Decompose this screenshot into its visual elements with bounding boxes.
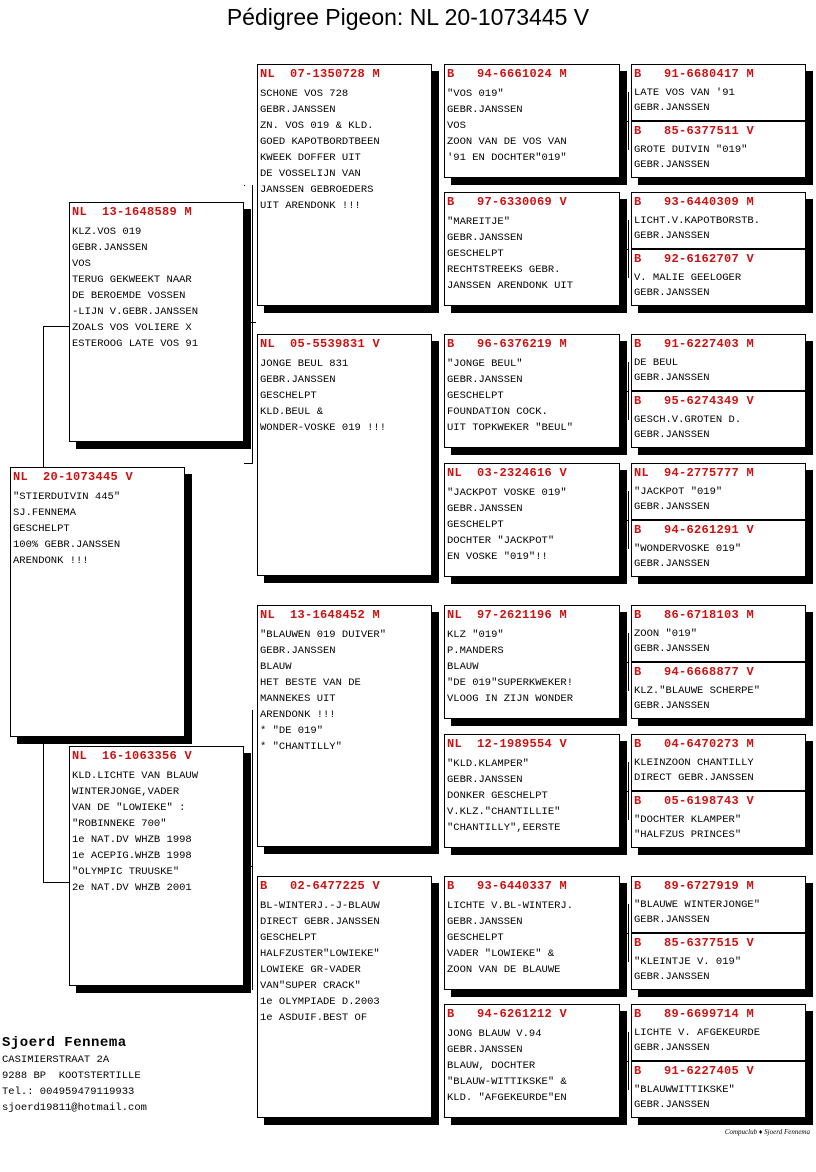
owner-postal-city: 9288 BP KOOTSTERTILLE — [2, 1070, 141, 1082]
description-line: LICHTE V.BL-WINTERJ. — [447, 900, 574, 912]
description-line: "BLAUWEN 019 DUIVER" — [260, 629, 387, 641]
pigeon-description — [634, 1083, 805, 1112]
ring-number: B 96-6376219 M — [447, 337, 568, 351]
owner-phone: Tel.: 004959479119933 — [2, 1086, 135, 1098]
description-line: DIRECT GEBR.JANSSEN — [260, 916, 380, 928]
description-line: BLAUW, DOCHTER — [447, 1060, 536, 1072]
description-line: KWEEK DOFFER UIT — [260, 152, 361, 164]
connector-line — [252, 185, 253, 463]
ring-number: B 95-6274349 V — [634, 394, 755, 408]
description-line: KLZ.VOS 019 — [72, 226, 142, 238]
description-line: "OLYMPIC TRUUSKE" — [72, 866, 180, 878]
pigeon-card-great-great-grandparent[interactable] — [631, 249, 806, 306]
description-line: "BLAUW-WITTIKSKE" & — [447, 1076, 567, 1088]
description-line: GEBR.JANSSEN — [634, 500, 710, 513]
connector-line — [43, 737, 44, 882]
connector-line — [620, 791, 629, 792]
pigeon-description — [634, 684, 805, 713]
description-line: JANSSEN GEBROEDERS — [260, 184, 374, 196]
description-line: GESCHELPT — [13, 523, 70, 535]
description-line: GROTE DUIVIN "019" — [634, 144, 748, 156]
description-line: VAN"SUPER CRACK" — [260, 980, 361, 992]
pigeon-card-parent[interactable] — [69, 202, 244, 442]
pigeon-card-great-great-grandparent[interactable] — [631, 334, 806, 391]
description-line: WONDER-VOSKE 019 !!! — [260, 422, 387, 434]
description-line: LATE VOS VAN '91 — [634, 87, 735, 99]
description-line: VOS — [447, 120, 466, 132]
description-line: ESTEROOG LATE VOS 91 — [72, 338, 199, 350]
description-line: RECHTSTREEKS GEBR. — [447, 264, 561, 276]
description-line: EN VOSKE "019"!! — [447, 551, 548, 563]
description-line: GEBR.JANSSEN — [634, 158, 710, 171]
connector-line — [244, 322, 256, 323]
pigeon-card-grandparent[interactable] — [257, 64, 432, 306]
description-line: "DOCHTER KLAMPER" — [634, 814, 742, 826]
description-line: ZOON "019" — [634, 628, 698, 640]
pigeon-card-great-grandparent[interactable] — [444, 463, 620, 577]
description-line: KLD. "AFGEKEURDE"EN — [447, 1092, 567, 1104]
description-line: GEBR.JANSSEN — [634, 1098, 710, 1111]
description-line: GESCHELPT — [447, 932, 504, 944]
description-line: ZOALS VOS VOLIERE X — [72, 322, 192, 334]
description-line: DIRECT GEBR.JANSSEN — [634, 771, 754, 784]
description-line: GEBR.JANSSEN — [634, 371, 710, 384]
ring-number: B 05-6198743 V — [634, 794, 755, 808]
ring-number: B 89-6727919 M — [634, 879, 755, 893]
connector-line — [438, 984, 439, 1122]
description-line: "DE 019"SUPERKWEKER! — [447, 677, 574, 689]
description-line: JONG BLAUW V.94 — [447, 1028, 542, 1040]
description-line: GEBR.JANSSEN — [447, 916, 523, 928]
connector-line — [620, 662, 629, 663]
pigeon-description — [634, 413, 805, 442]
pigeon-card-great-great-grandparent[interactable] — [631, 1061, 806, 1118]
description-line: HET BESTE VAN DE — [260, 677, 361, 689]
description-line: 1e OLYMPIADE D.2003 — [260, 996, 380, 1008]
description-line: "ROBINNEKE 700" — [72, 818, 167, 830]
description-line: "KLEINTJE V. 019" — [634, 956, 742, 968]
pigeon-description — [447, 214, 619, 294]
pigeon-card-great-grandparent[interactable] — [444, 1004, 620, 1118]
pigeon-card-great-grandparent[interactable] — [444, 734, 620, 848]
ring-number: B 02-6477225 V — [260, 879, 381, 893]
ring-number: B 04-6470273 M — [634, 737, 755, 751]
ring-number: NL 20-1073445 V — [13, 470, 134, 484]
description-line: * "DE 019" — [260, 725, 324, 737]
description-line: GEBR.JANSSEN — [634, 970, 710, 983]
pigeon-description — [634, 485, 805, 514]
description-line: LICHT.V.KAPOTBORSTB. — [634, 215, 761, 227]
ring-number: NL 16-1063356 V — [72, 749, 193, 763]
description-line: GEBR.JANSSEN — [634, 428, 710, 441]
description-line: P.MANDERS — [447, 645, 504, 657]
pigeon-description — [634, 813, 805, 842]
ring-number: NL 97-2621196 M — [447, 608, 568, 622]
connector-line — [432, 185, 439, 186]
connector-line — [244, 185, 245, 186]
description-line: MANNEKES UIT — [260, 693, 336, 705]
ring-number: B 94-6668877 V — [634, 665, 755, 679]
pigeon-card-great-grandparent[interactable] — [444, 334, 620, 448]
description-line: "JACKPOT VOSKE 019" — [447, 487, 567, 499]
description-line: VLOOG IN ZIJN WONDER — [447, 693, 574, 705]
description-line: BLAUW — [260, 661, 292, 673]
pigeon-card-great-great-grandparent[interactable] — [631, 933, 806, 990]
pigeon-card-grandparent[interactable] — [257, 876, 432, 1118]
connector-line — [438, 172, 439, 310]
ring-number: B 91-6227405 V — [634, 1064, 755, 1078]
description-line: GESCHELPT — [447, 248, 504, 260]
ring-number: NL 13-1648589 M — [72, 205, 193, 219]
pigeon-card-parent[interactable] — [69, 746, 244, 986]
description-line: HALFZUSTER"LOWIEKE" — [260, 948, 380, 960]
pigeon-description — [634, 143, 805, 172]
pigeon-description — [634, 627, 805, 656]
description-line: 1e NAT.DV WHZB 1998 — [72, 834, 192, 846]
pigeon-description — [634, 756, 805, 785]
ring-number: NL 13-1648452 M — [260, 608, 381, 622]
description-line: GEBR.JANSSEN — [634, 101, 710, 114]
description-line: 1e ACEPIG.WHZB 1998 — [72, 850, 192, 862]
description-line: GEBR.JANSSEN — [634, 913, 710, 926]
description-line: DONKER GESCHELPT — [447, 790, 548, 802]
pigeon-card-great-grandparent[interactable] — [444, 192, 620, 306]
ring-number: B 92-6162707 V — [634, 252, 755, 266]
pigeon-description — [634, 1026, 805, 1055]
description-line: KLEINZOON CHANTILLY — [634, 757, 754, 769]
connector-line — [620, 391, 629, 392]
description-line: ZOON VAN DE VOS VAN — [447, 136, 567, 148]
pigeon-description — [447, 485, 619, 565]
description-line: "MAREITJE" — [447, 216, 511, 228]
pigeon-card-great-great-grandparent[interactable] — [631, 64, 806, 121]
pigeon-card-great-great-grandparent[interactable] — [631, 520, 806, 577]
description-line: -LIJN V.GEBR.JANSSEN — [72, 306, 199, 318]
pigeon-card-great-great-grandparent[interactable] — [631, 192, 806, 249]
ring-number: B 94-6661024 M — [447, 67, 568, 81]
description-line: "JONGE BEUL" — [447, 358, 523, 370]
connector-line — [43, 882, 70, 883]
pigeon-card-great-grandparent[interactable] — [444, 605, 620, 719]
description-line: ZN. VOS 019 & KLD. — [260, 120, 374, 132]
connector-line — [432, 455, 439, 456]
description-line: GEBR.JANSSEN — [634, 642, 710, 655]
ring-number: B 97-6330069 V — [447, 195, 568, 209]
description-line: TERUG GEKWEEKT NAAR — [72, 274, 192, 286]
pigeon-card-grandparent[interactable] — [257, 605, 432, 847]
connector-line — [438, 442, 439, 581]
owner-name: Sjoerd Fennema — [2, 1035, 127, 1051]
footer-credit: Compuclub ♦ Sjoerd Fennema — [724, 1128, 810, 1136]
pigeon-card-great-great-grandparent[interactable] — [631, 876, 806, 933]
pigeon-description — [447, 627, 619, 707]
description-line: GEBR.JANSSEN — [447, 503, 523, 515]
description-line: "CHANTILLY",EERSTE — [447, 822, 561, 834]
description-line: KLD.BEUL & — [260, 406, 324, 418]
ring-number: NL 12-1989554 V — [447, 737, 568, 751]
pigeon-description — [260, 898, 431, 1026]
description-line: 1e ASDUIF.BEST OF — [260, 1012, 368, 1024]
connector-line — [620, 1061, 629, 1062]
description-line: BL-WINTERJ.-J-BLAUW — [260, 900, 380, 912]
pigeon-description — [260, 627, 431, 755]
pigeon-description — [634, 271, 805, 300]
description-line: "VOS 019" — [447, 88, 504, 100]
description-line: GESCHELPT — [447, 390, 504, 402]
description-line: VAN DE "LOWIEKE" : — [72, 802, 186, 814]
description-line: GEBR.JANSSEN — [634, 1041, 710, 1054]
pigeon-description — [634, 214, 805, 243]
description-line: GEBR.JANSSEN — [447, 1044, 523, 1056]
pigeon-description — [447, 86, 619, 166]
pigeon-card-great-great-grandparent[interactable] — [631, 605, 806, 662]
description-line: ARENDONK !!! — [13, 555, 89, 567]
description-line: GEBR.JANSSEN — [634, 286, 710, 299]
description-line: BLAUW — [447, 661, 479, 673]
description-line: "HALFZUS PRINCES" — [634, 828, 742, 841]
description-line: * "CHANTILLY" — [260, 741, 342, 753]
description-line: GESCHELPT — [447, 519, 504, 531]
connector-line — [620, 520, 629, 521]
ring-number: B 91-6680417 M — [634, 67, 755, 81]
pigeon-card-great-great-grandparent[interactable] — [631, 463, 806, 520]
description-line: UIT ARENDONK !!! — [260, 200, 361, 212]
connector-line — [432, 726, 439, 727]
description-line: GESCHELPT — [260, 390, 317, 402]
pigeon-card-great-great-grandparent[interactable] — [631, 791, 806, 848]
pigeon-description — [634, 356, 805, 385]
description-line: VADER "LOWIEKE" & — [447, 948, 555, 960]
connector-line — [43, 326, 44, 467]
connector-line — [252, 710, 253, 990]
description-line: GEBR.JANSSEN — [447, 774, 523, 786]
pigeon-card-great-great-grandparent[interactable] — [631, 662, 806, 719]
description-line: GESCH.V.GROTEN D. — [634, 414, 742, 426]
pigeon-description — [447, 356, 619, 436]
description-line: GEBR.JANSSEN — [447, 104, 523, 116]
ring-number: NL 03-2324616 V — [447, 466, 568, 480]
description-line: GEBR.JANSSEN — [634, 699, 710, 712]
ring-number: B 85-6377511 V — [634, 124, 755, 138]
ring-number: B 93-6440309 M — [634, 195, 755, 209]
description-line: 100% GEBR.JANSSEN — [13, 539, 121, 551]
description-line: SJ.FENNEMA — [13, 507, 77, 519]
connector-line — [244, 463, 253, 464]
pigeon-card-grandparent[interactable] — [257, 334, 432, 576]
description-line: "KLD.KLAMPER" — [447, 758, 529, 770]
ring-number: NL 05-5539831 V — [260, 337, 381, 351]
pigeon-description — [72, 768, 243, 896]
description-line: GEBR.JANSSEN — [260, 374, 336, 386]
description-line: DE VOSSELIJN VAN — [260, 168, 361, 180]
owner-info — [2, 1035, 147, 1116]
pigeon-description — [447, 756, 619, 836]
ring-number: B 94-6261291 V — [634, 523, 755, 537]
ring-number: B 89-6699714 M — [634, 1007, 755, 1021]
ring-number: B 91-6227403 M — [634, 337, 755, 351]
pigeon-description — [634, 542, 805, 571]
pigeon-description — [72, 224, 243, 352]
description-line: "JACKPOT "019" — [634, 486, 723, 498]
description-line: JANSSEN ARENDONK UIT — [447, 280, 574, 292]
description-line: WINTERJONGE,VADER — [72, 786, 180, 798]
description-line: GEBR.JANSSEN — [447, 232, 523, 244]
description-line: '91 EN DOCHTER"019" — [447, 152, 567, 164]
description-line: LICHTE V. AFGEKEURDE — [634, 1027, 761, 1039]
description-line: "STIERDUIVIN 445" — [13, 491, 121, 503]
description-line: VOS — [72, 258, 91, 270]
pigeon-description — [260, 86, 431, 214]
connector-line — [244, 866, 253, 867]
description-line: UIT TOPKWEKER "BEUL" — [447, 422, 574, 434]
description-line: "WONDERVOSKE 019" — [634, 543, 742, 555]
description-line: GEBR.JANSSEN — [260, 104, 336, 116]
connector-line — [620, 121, 629, 122]
ring-number: B 94-6261212 V — [447, 1007, 568, 1021]
description-line: V.KLZ."CHANTILLIE" — [447, 806, 561, 818]
pigeon-card-great-grandparent[interactable] — [444, 64, 620, 178]
description-line: DE BEUL — [634, 357, 679, 369]
pigeon-description — [634, 955, 805, 984]
pigeon-card-great-great-grandparent[interactable] — [631, 734, 806, 791]
description-line: "BLAUWE WINTERJONGE" — [634, 899, 761, 911]
description-line: DOCHTER "JACKPOT" — [447, 535, 555, 547]
description-line: GOED KAPOTBORDTBEEN — [260, 136, 380, 148]
pigeon-card-great-great-grandparent[interactable] — [631, 1004, 806, 1061]
description-line: GEBR.JANSSEN — [260, 645, 336, 657]
pigeon-description — [13, 489, 184, 569]
description-line: SCHONE VOS 728 — [260, 88, 349, 100]
description-line: GEBR.JANSSEN — [634, 557, 710, 570]
description-line: V. MALIE GEELOGER — [634, 272, 742, 284]
pigeon-card-great-great-grandparent[interactable] — [631, 121, 806, 178]
pigeon-description — [634, 898, 805, 927]
owner-email[interactable]: sjoerd19811@hotmail.com — [2, 1102, 147, 1114]
connector-line — [438, 713, 439, 852]
description-line: FOUNDATION COCK. — [447, 406, 548, 418]
description-line: LOWIEKE GR-VADER — [260, 964, 361, 976]
description-line: DE BEROEMDE VOSSEN — [72, 290, 186, 302]
description-line: KLZ."BLAUWE SCHERPE" — [634, 685, 761, 697]
ring-number: B 85-6377515 V — [634, 936, 755, 950]
description-line: GEBR.JANSSEN — [634, 229, 710, 242]
description-line: GESCHELPT — [260, 932, 317, 944]
connector-line — [43, 326, 70, 327]
description-line: 2e NAT.DV WHZB 2001 — [72, 882, 192, 894]
connector-line — [432, 997, 439, 998]
ring-number: B 86-6718103 M — [634, 608, 755, 622]
pigeon-card-great-great-grandparent[interactable] — [631, 391, 806, 448]
ring-number: B 93-6440337 M — [447, 879, 568, 893]
description-line: ZOON VAN DE BLAUWE — [447, 964, 561, 976]
pigeon-card-subject[interactable] — [10, 467, 185, 737]
description-line: JONGE BEUL 831 — [260, 358, 349, 370]
description-line: ARENDONK !!! — [260, 709, 336, 721]
description-line: GEBR.JANSSEN — [72, 242, 148, 254]
description-line: "BLAUWWITTIKSKE" — [634, 1084, 735, 1096]
description-line: GEBR.JANSSEN — [447, 374, 523, 386]
pigeon-description — [447, 1026, 619, 1106]
pigeon-description — [447, 898, 619, 978]
ring-number: NL 07-1350728 M — [260, 67, 381, 81]
description-line: KLZ "019" — [447, 629, 504, 641]
page-title: Pédigree Pigeon: NL 20-1073445 V — [226, 4, 590, 30]
connector-line — [620, 249, 629, 250]
pigeon-card-great-grandparent[interactable] — [444, 876, 620, 990]
ring-number: NL 94-2775777 M — [634, 466, 755, 480]
pigeon-description — [260, 356, 431, 436]
description-line: KLD.LICHTE VAN BLAUW — [72, 770, 199, 782]
pigeon-description — [634, 86, 805, 115]
owner-address: CASIMIERSTRAAT 2A — [2, 1054, 110, 1066]
connector-line — [620, 933, 629, 934]
